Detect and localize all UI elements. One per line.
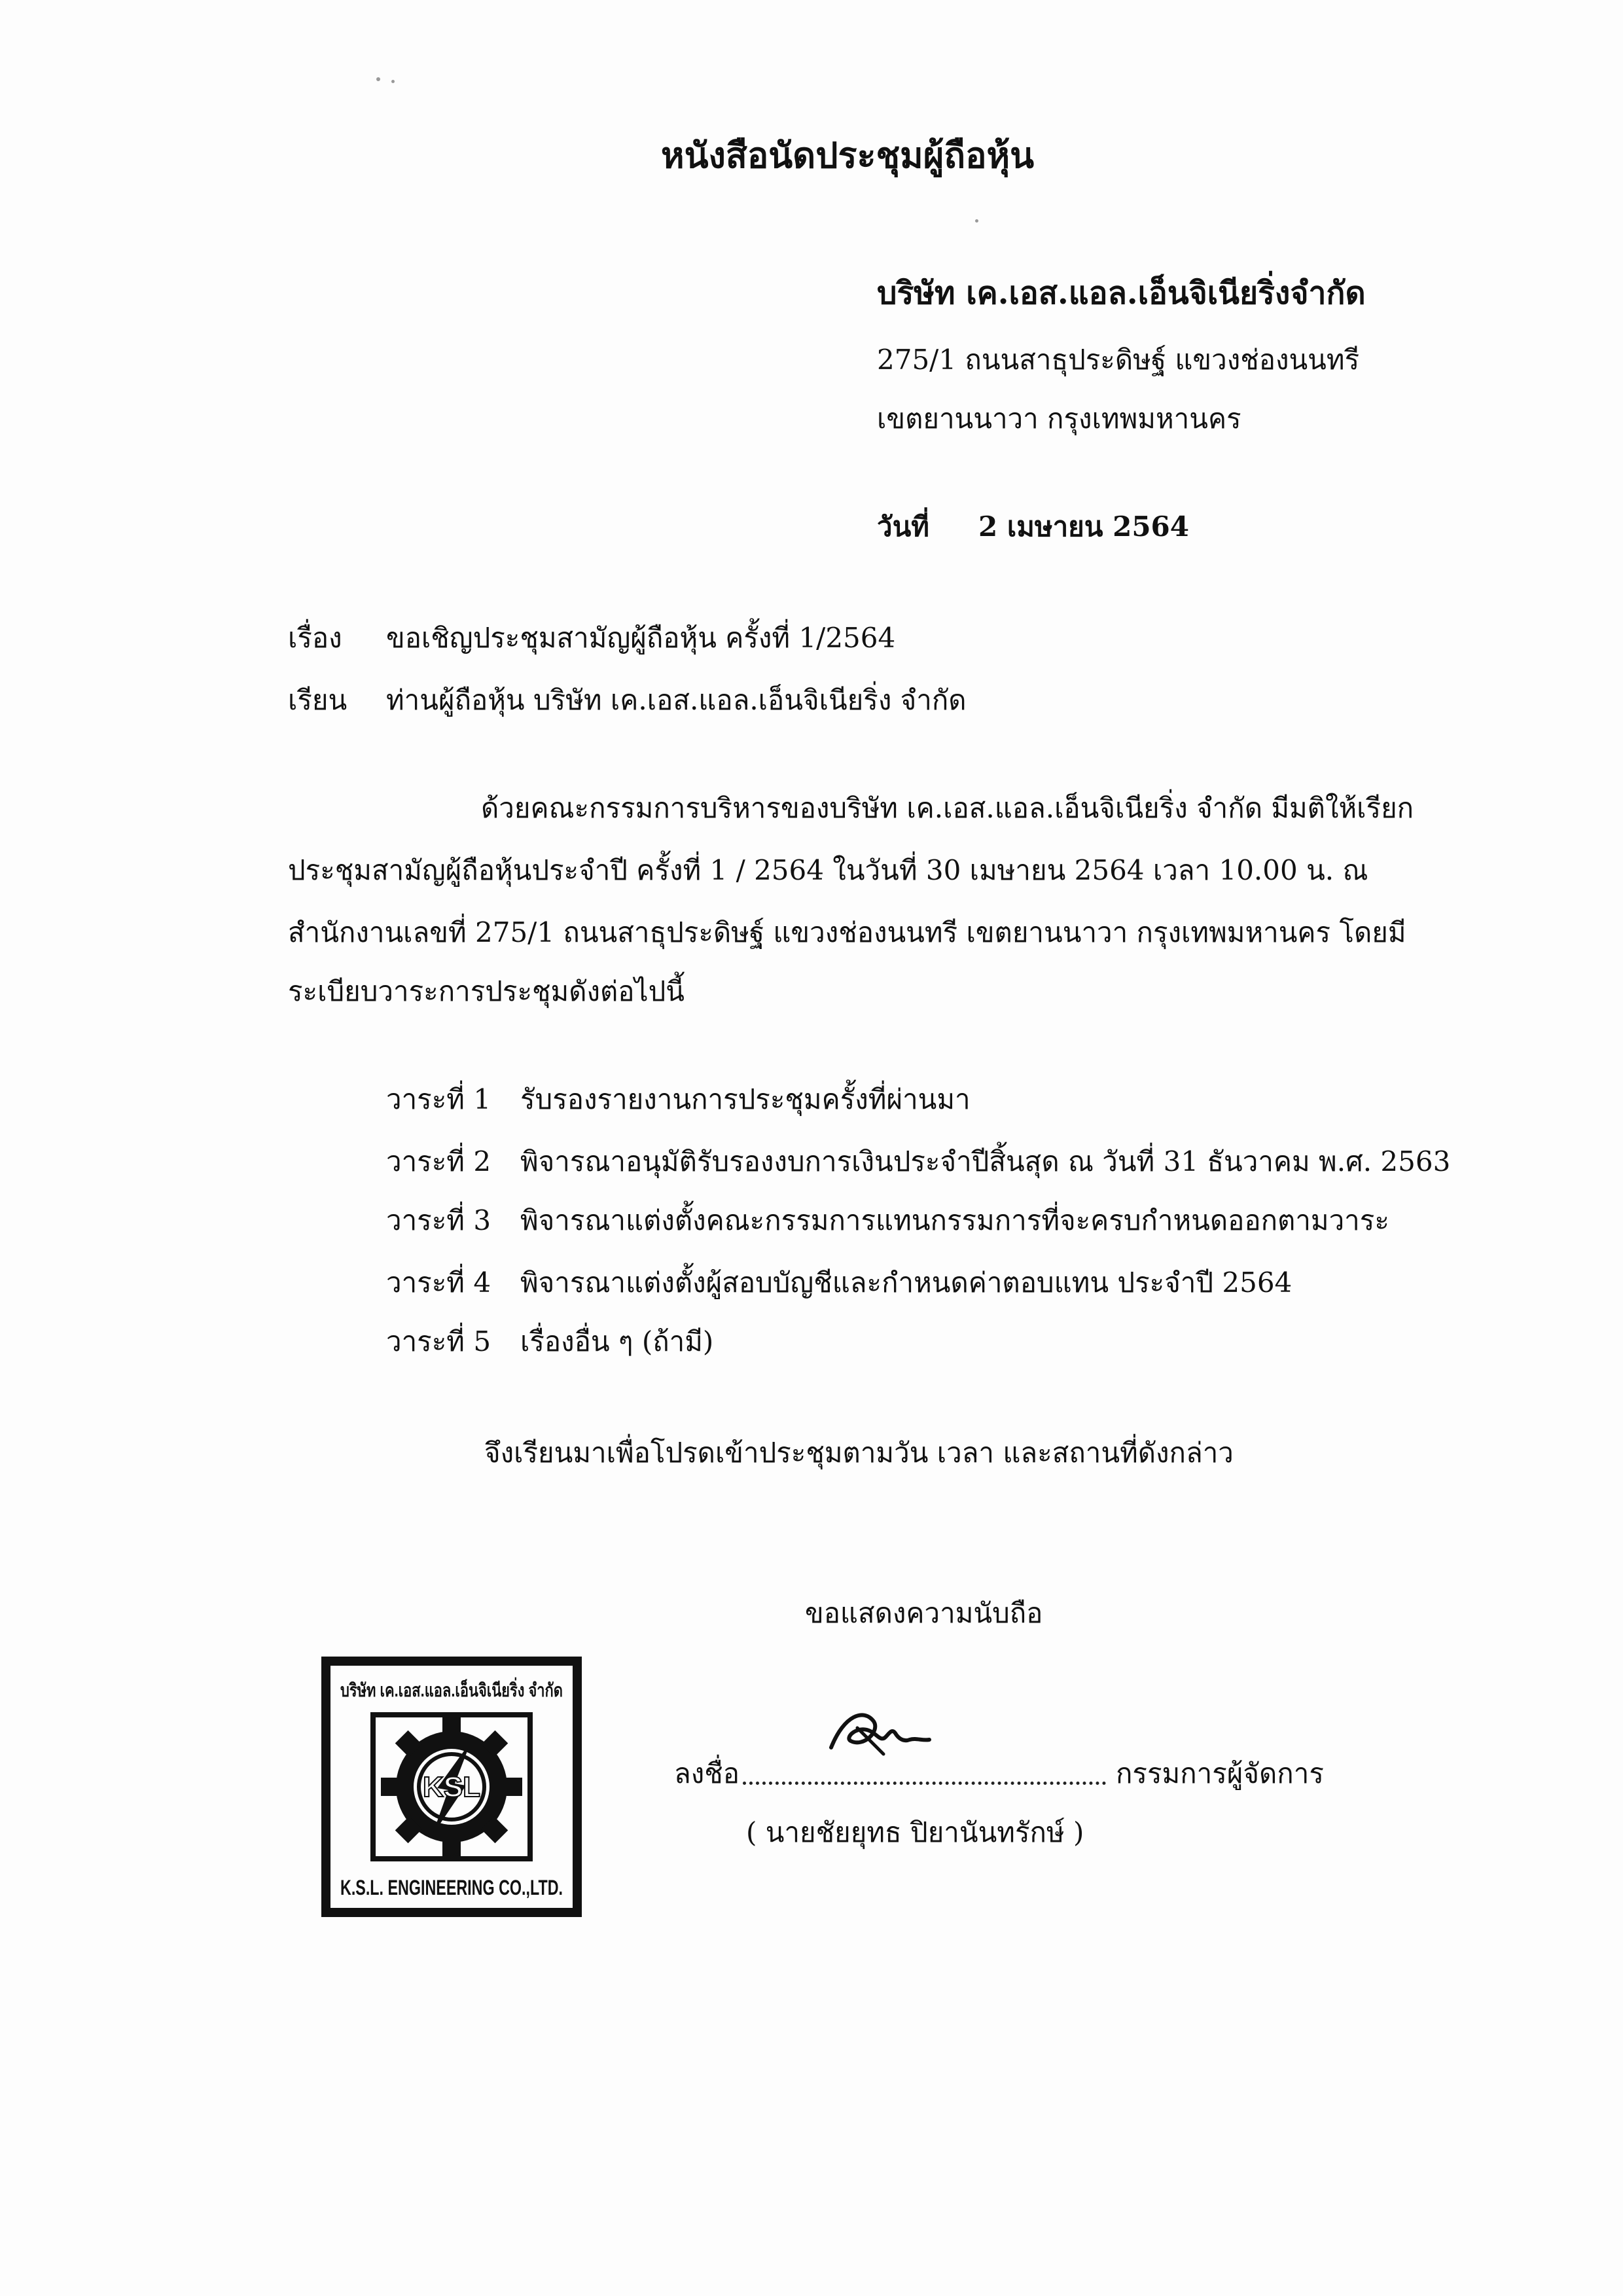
scan-speck xyxy=(975,219,978,223)
company-name: บริษัท เค.เอส.แอล.เอ็นจิเนียริ่งจำกัด xyxy=(877,275,1366,312)
signatory-name: ( นายชัยยุทธ ปิยานันทรักษ์ ) xyxy=(746,1816,1084,1848)
closing-text: จึงเรียนมาเพื่อโปรดเข้าประชุมตามวัน เวลา และสถานที่ดังกล่าว xyxy=(484,1437,1234,1469)
agenda-item-text: พิจารณาแต่งตั้งผู้สอบบัญชีและกำหนดค่าตอบแทน ประจำปี 2564 xyxy=(520,1266,1293,1299)
agenda-item-text: พิจารณาแต่งตั้งคณะกรรมการแทนกรรมการที่จะครบกำหนดออกตามวาระ xyxy=(520,1204,1389,1236)
subject-value: ขอเชิญประชุมสามัญผู้ถือหุ้น ครั้งที่ 1/2564 xyxy=(386,622,896,654)
seal-center-text: KSL xyxy=(423,1771,480,1803)
body-line: ประชุมสามัญผู้ถือหุ้นประจำปี ครั้งที่ 1 / 2564 ในวันที่ 30 เมษายน 2564 เวลา 10.00 น. ณ xyxy=(288,854,1368,886)
signature-line xyxy=(743,1782,1106,1785)
date-value: 2 เมษายน 2564 xyxy=(978,511,1189,543)
agenda-item-label: วาระที่ 4 xyxy=(386,1266,491,1299)
agenda-item-label: วาระที่ 2 xyxy=(386,1145,491,1177)
company-seal xyxy=(321,1656,626,1918)
company-address-line1: 275/1 ถนนสาธุประดิษฐ์ แขวงช่องนนทรี xyxy=(877,344,1360,376)
signature-label: ลงชื่อ xyxy=(674,1757,740,1789)
handwritten-signature xyxy=(812,1702,942,1774)
agenda-item-label: วาระที่ 3 xyxy=(386,1204,491,1236)
agenda-item-label: วาระที่ 5 xyxy=(386,1325,491,1357)
letter-title: หนังสือนัดประชุมผู้ถือหุ้น xyxy=(661,134,1035,176)
agenda-item-text: รับรองรายงานการประชุมครั้งที่ผ่านมา xyxy=(520,1083,971,1115)
regards-text: ขอแสดงความนับถือ xyxy=(805,1597,1043,1629)
seal-bottom-text: K.S.L. ENGINEERING CO.,LTD. xyxy=(340,1876,563,1899)
agenda-item-label: วาระที่ 1 xyxy=(386,1083,491,1115)
scan-speck xyxy=(376,77,380,81)
company-address-line2: เขตยานนาวา กรุงเทพมหานคร xyxy=(877,403,1241,435)
body-line: ด้วยคณะกรรมการบริหารของบริษัท เค.เอส.แอล.เอ็นจิเนียริ่ง จำกัด มีมติให้เรียก xyxy=(481,792,1414,824)
subject-label: เรื่อง xyxy=(288,622,342,654)
agenda-item-text: พิจารณาอนุมัติรับรองงบการเงินประจำปีสิ้นสุด ณ วันที่ 31 ธันวาคม พ.ศ. 2563 xyxy=(520,1145,1451,1177)
agenda-item-text: เรื่องอื่น ๆ (ถ้ามี) xyxy=(520,1325,714,1357)
date-label: วันที่ xyxy=(877,511,929,543)
body-line: สำนักงานเลขที่ 275/1 ถนนสาธุประดิษฐ์ แขวงช่องนนทรี เขตยานนาวา กรุงเทพมหานคร โดยมี xyxy=(288,916,1406,948)
signatory-role: กรรมการผู้จัดการ xyxy=(1116,1757,1324,1789)
seal-top-text: บริษัท เค.เอส.แอล.เอ็นจิเนียริ่ง จำกัด xyxy=(340,1680,626,1700)
recipient-label: เรียน xyxy=(288,684,348,716)
recipient-value: ท่านผู้ถือหุ้น บริษัท เค.เอส.แอล.เอ็นจิเนียริ่ง จำกัด xyxy=(386,684,967,716)
scan-speck xyxy=(391,80,395,83)
body-line: ระเบียบวาระการประชุมดังต่อไปนี้ xyxy=(288,975,685,1007)
